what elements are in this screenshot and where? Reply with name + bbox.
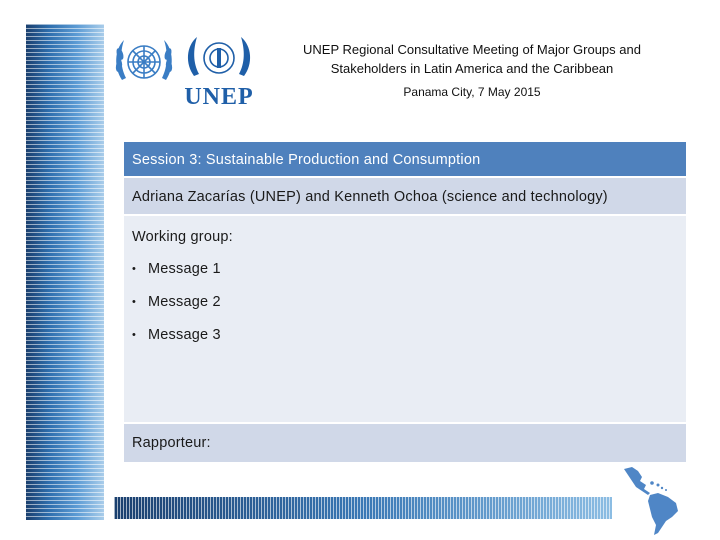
unep-wordmark: UNEP [184, 84, 254, 110]
message-list [132, 256, 678, 348]
unep-emblem-icon [180, 32, 258, 88]
list-item [132, 322, 678, 348]
session-title: Session 3: Sustainable Production and Consumption [124, 142, 686, 178]
presenters-row: Adriana Zacarías (UNEP) and Kenneth Ochoa (science and technology) [124, 178, 686, 216]
list-item [132, 256, 678, 282]
session-table [124, 142, 686, 462]
left-decorative-bar [26, 24, 104, 520]
message-text: Message 3 [148, 327, 221, 343]
message-text: Message 2 [148, 294, 221, 310]
working-group-row [124, 216, 686, 424]
unep-logo [180, 32, 258, 108]
un-logo-icon [110, 32, 178, 96]
latin-america-map-icon [622, 465, 682, 537]
bottom-decorative-bar [114, 497, 612, 519]
meeting-title-line1: UNEP Regional Consultative Meeting of Major Groups and [303, 42, 641, 57]
bullet-icon: • [132, 329, 137, 342]
working-group-label: Working group: [132, 229, 233, 245]
bullet-icon: • [132, 296, 137, 309]
bullet-icon: • [132, 263, 137, 276]
list-item [132, 289, 678, 315]
message-text: Message 1 [148, 261, 221, 277]
meeting-title-line2: Stakeholders in Latin America and the Caribbean [330, 61, 614, 76]
meeting-date: Panama City, 7 May 2015 [403, 85, 541, 99]
meeting-title [262, 40, 682, 78]
rapporteur-row: Rapporteur: [124, 424, 686, 462]
